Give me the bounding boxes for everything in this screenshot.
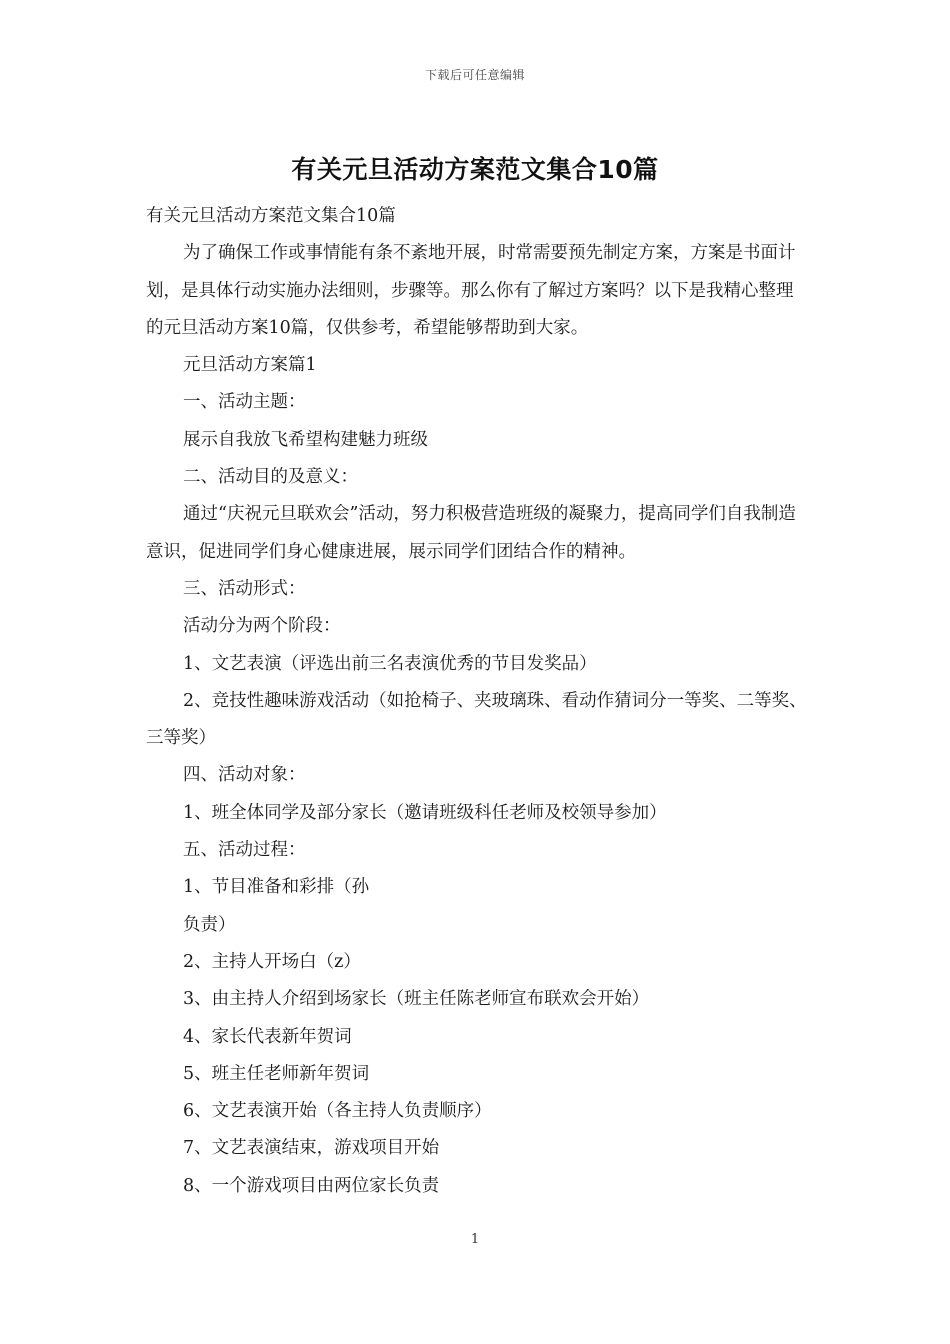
body-paragraph: 2、主持人开场白（z） (183, 951, 361, 972)
body-paragraph: 8、一个游戏项目由两位家长负责 (183, 1175, 440, 1196)
body-paragraph: 负责） (183, 914, 236, 935)
body-paragraph: 有关元旦活动方案范文集合10篇 (146, 206, 396, 226)
body-paragraph: 2、竞技性趣味游戏活动（如抢椅子、夹玻璃珠、看动作猜词分一等奖、二等奖、三等奖） (146, 690, 807, 749)
body-paragraph: 为了确保工作或事情能有条不紊地开展，时常需要预先制定方案，方案是书面计划，是具体行动实施办法细则，步骤等。那么你有了解过方案吗？以下是我精心整理的元旦活动方案10篇，仅供参考，希望能够帮助到大家。 (146, 243, 796, 338)
page-number: 1 (470, 1232, 480, 1247)
header-note: 下载后可任意编辑 (424, 68, 525, 82)
body-paragraph: 一、活动主题： (183, 392, 306, 413)
body-paragraph: 元旦活动方案篇1 (183, 355, 317, 376)
body-paragraph: 3、由主持人介绍到场家长（班主任陈老师宣布联欢会开始） (183, 989, 650, 1010)
body-paragraph: 1、班全体同学及部分家长（邀请班级科任老师及校领导参加） (183, 802, 667, 823)
body-paragraph: 展示自我放飞希望构建魅力班级 (183, 429, 428, 450)
body-paragraph: 五、活动过程： (183, 840, 306, 861)
body-paragraph: 7、文艺表演结束，游戏项目开始 (183, 1138, 440, 1159)
body-paragraph: 四、活动对象： (183, 765, 306, 786)
document-body (146, 198, 808, 1205)
body-paragraph: 1、文艺表演（评选出前三名表演优秀的节目发奖品） (183, 653, 597, 674)
body-paragraph: 1、节目准备和彩排（孙 (183, 877, 370, 898)
body-paragraph: 通过“庆祝元旦联欢会”活动，努力积极营造班级的凝聚力，提高同学们自我制造意识，促进同学们身心健康进展，展示同学们团结合作的精神。 (146, 504, 796, 562)
body-paragraph: 5、班主任老师新年贺词 (183, 1063, 370, 1084)
document-title: 有关元旦活动方案范文集合10篇 (291, 155, 659, 184)
body-paragraph: 4、家长代表新年贺词 (183, 1026, 352, 1047)
body-paragraph: 二、活动目的及意义： (183, 467, 358, 488)
body-paragraph: 三、活动形式： (183, 578, 306, 599)
body-paragraph: 6、文艺表演开始（各主持人负责顺序） (183, 1101, 492, 1122)
body-paragraph: 活动分为两个阶段： (183, 616, 341, 637)
